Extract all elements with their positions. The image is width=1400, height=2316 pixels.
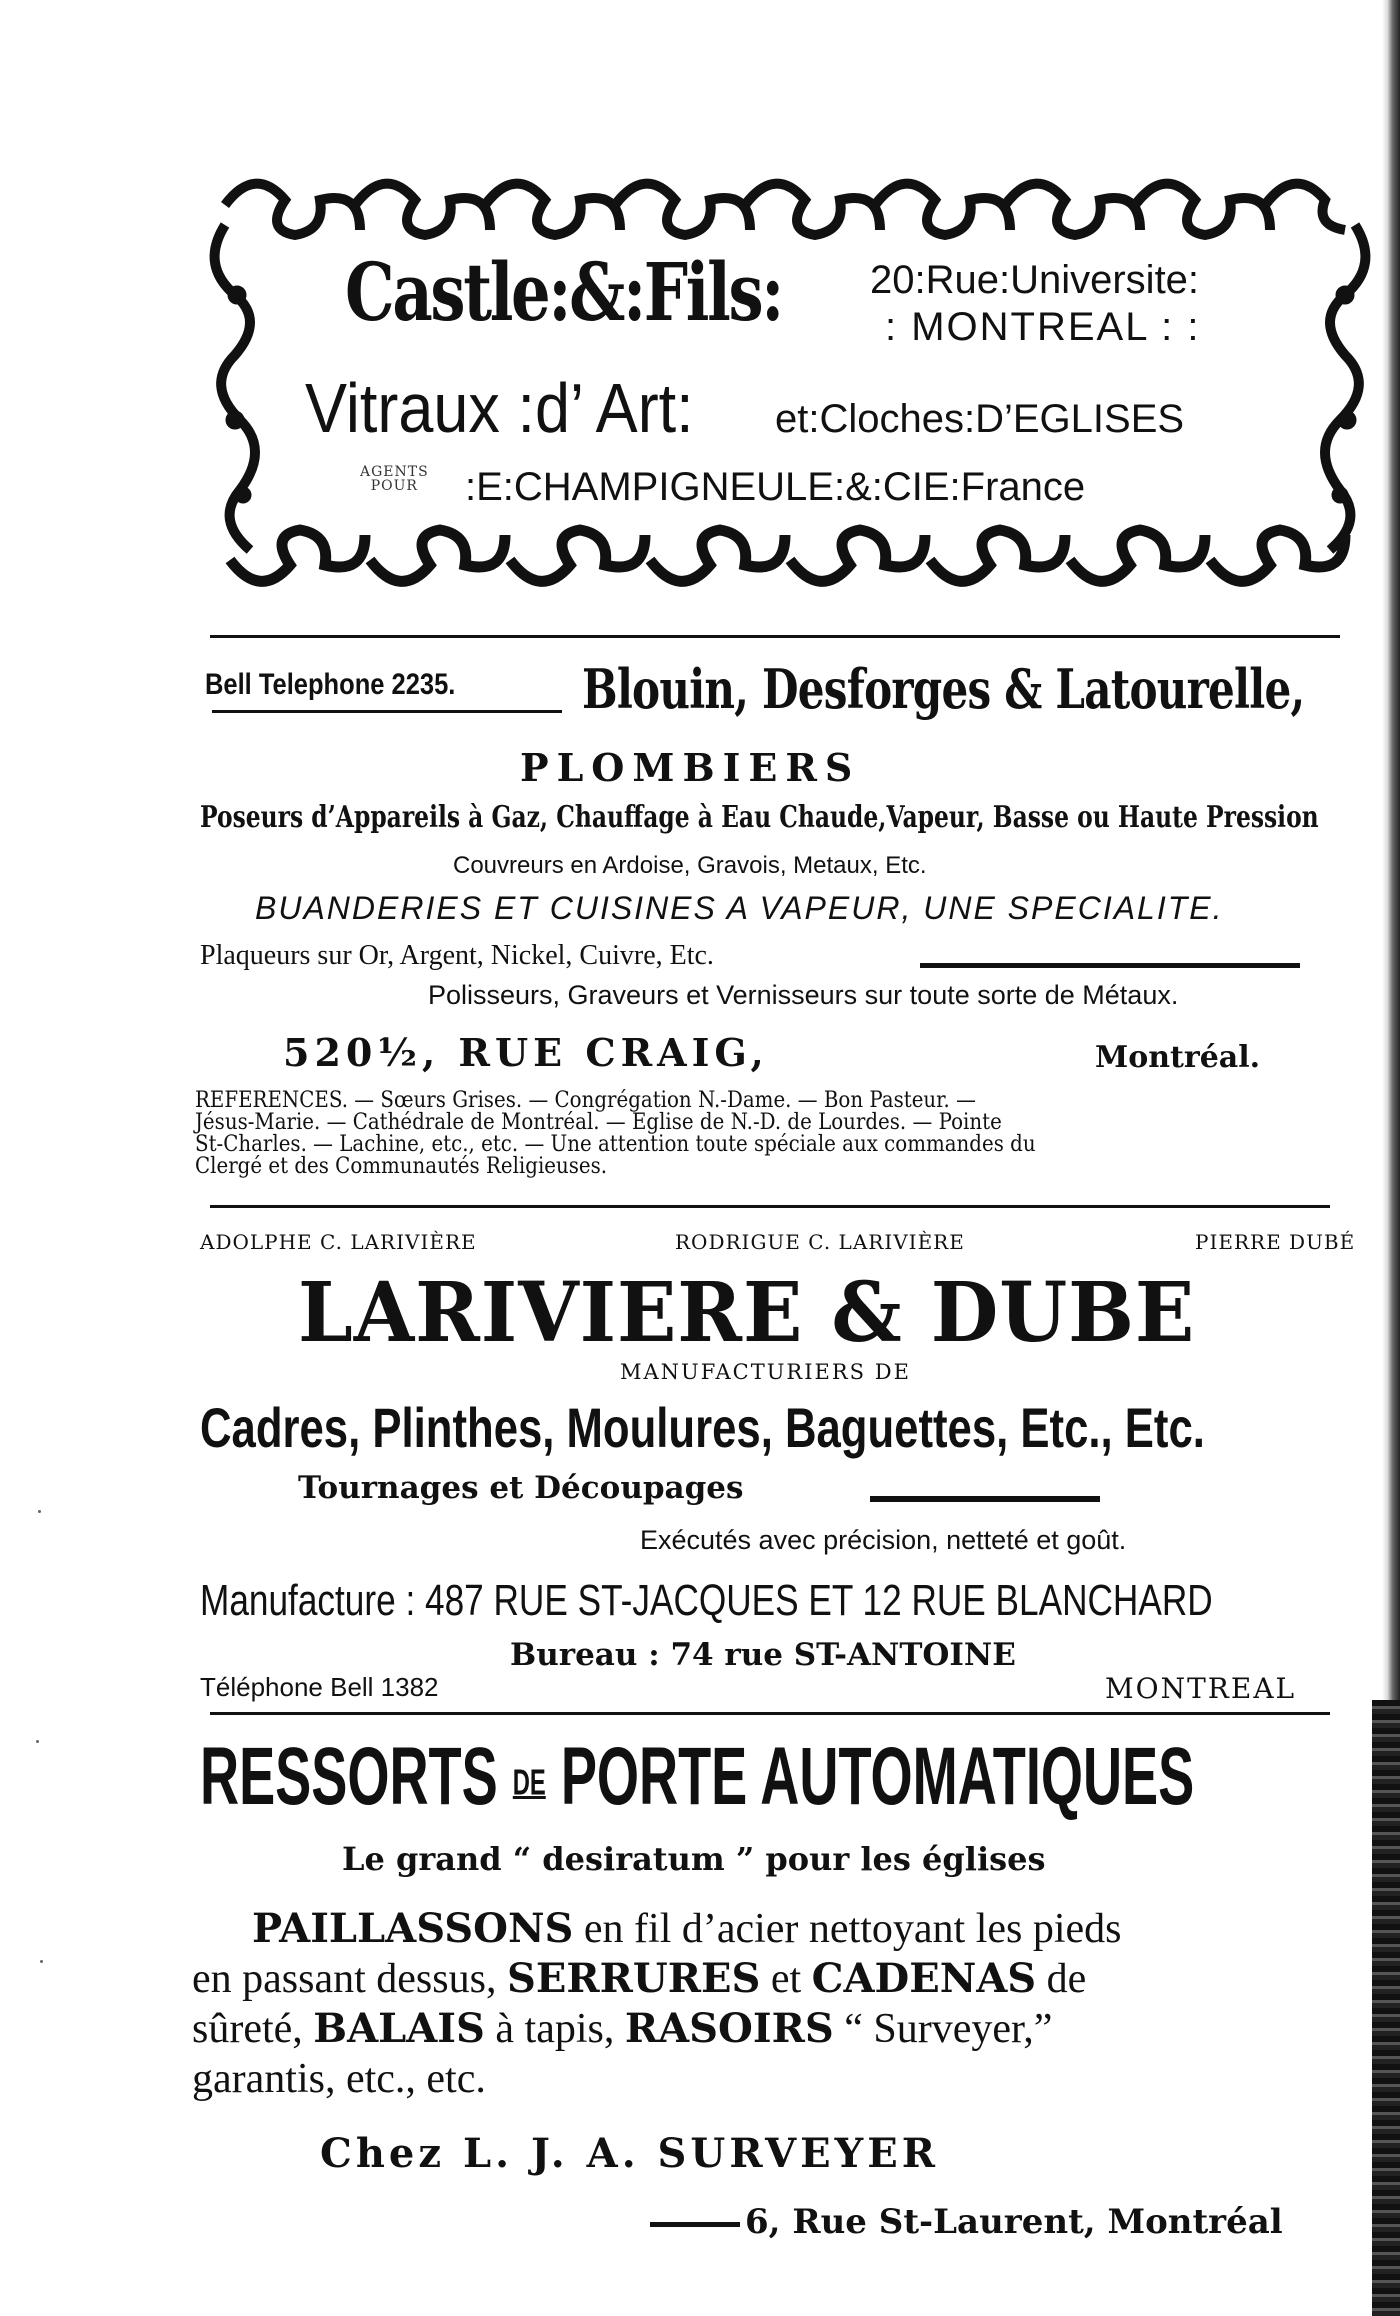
blouin-references-line: Jésus-Marie. — Cathédrale de Montréal. — Eglise de N.-D. de Lourdes. — Pointe: [195, 1110, 1002, 1135]
lariviere-bureau-address: Bureau : 74 rue ST-ANTOINE: [510, 1637, 1016, 1673]
surveyer-paragraph-line: en passant dessus, SERRURES et CADENAS de: [192, 1955, 1087, 2002]
castle-address-street: 20:Rue:Universite:: [870, 258, 1200, 302]
print-speck: [38, 1510, 41, 1513]
blouin-city: Montréal.: [1095, 1040, 1261, 1075]
lariviere-quality: Exécutés avec précision, netteté et goût.: [640, 1525, 1127, 1555]
lariviere-subtitle: MANUFACTURIERS DE: [620, 1360, 911, 1384]
surveyer-address: 6, Rue St-Laurent, Montréal: [745, 2202, 1283, 2242]
blouin-firm-name: Blouin, Desforges & Latourelle,: [582, 657, 1305, 721]
surveyer-paragraph-line: PAILLASSONS en fil d’acier nettoyant les pieds: [252, 1905, 1122, 1952]
castle-agents-label: AGENTS POUR: [360, 464, 429, 494]
surveyer-headline: RESSORTS DE PORTE AUTOMATIQUES: [200, 1731, 1195, 1822]
surveyer-tagline: Le grand “ desiratum ” pour les églises: [342, 1840, 1046, 1878]
blouin-telephone: Bell Telephone 2235.: [205, 668, 456, 701]
blouin-services-gas: Poseurs d’Appareils à Gaz, Chauffage à Eau Chaude,Vapeur, Basse ou Haute Pression: [200, 800, 1319, 835]
surveyer-paragraph-line: garantis, etc., etc.: [192, 2056, 486, 2102]
partner-name: PIERRE DUBÉ: [1195, 1230, 1356, 1254]
lariviere-manufacture-address: Manufacture : 487 RUE ST-JACQUES ET 12 RUE BLANCHARD: [200, 1576, 1213, 1625]
blouin-speciality: BUANDERIES ET CUISINES A VAPEUR, UNE SPECIALITE.: [255, 890, 1224, 926]
decorative-line: [650, 2222, 740, 2227]
decorative-line: [870, 1496, 1100, 1502]
castle-vitraux-text: Vitraux :d’ Art:: [305, 369, 694, 447]
lariviere-products: Cadres, Plinthes, Moulures, Baguettes, Etc., Etc.: [200, 1396, 1205, 1459]
partner-name: ADOLPHE C. LARIVIÈRE: [200, 1230, 477, 1254]
headline-de: DE: [512, 1761, 546, 1803]
blouin-trade-title: PLOMBIERS: [520, 745, 861, 790]
castle-address-city: : MONTREAL : :: [885, 305, 1201, 349]
castle-firm-name: Castle:&:Fils:: [345, 245, 782, 339]
blouin-references-line: REFERENCES. — Sœurs Grises. — Congrégation N.-Dame. — Bon Pasteur. —: [195, 1088, 976, 1113]
surveyer-name: Chez L. J. A. SURVEYER: [320, 2130, 939, 2177]
surveyer-paragraph-line: sûreté, BALAIS à tapis, RASOIRS “ Surveyer,”: [192, 2005, 1053, 2052]
divider-rule: [210, 1205, 1330, 1208]
castle-cloches-text: et:Cloches:D’EGLISES: [775, 397, 1185, 441]
divider-rule: [210, 1712, 1330, 1715]
castle-champigneule-text: :E:CHAMPIGNEULE:&:CIE:France: [465, 465, 1086, 509]
blouin-references-line: Clergé et des Communautés Religieuses.: [195, 1154, 608, 1179]
blouin-services-polishing: Polisseurs, Graveurs et Vernisseurs sur toute sorte de Métaux.: [428, 980, 1179, 1010]
partner-name: RODRIGUE C. LARIVIÈRE: [675, 1230, 965, 1254]
telephone-underline: [212, 710, 562, 713]
blouin-services-roofing: Couvreurs en Ardoise, Gravois, Metaux, Etc.: [453, 852, 927, 879]
decorative-line: [920, 963, 1300, 968]
lariviere-firm-name: LARIVIERE & DUBE: [298, 1265, 1196, 1361]
page-edge-binding: [1372, 1700, 1400, 2316]
print-speck: [40, 1960, 43, 1963]
blouin-references-line: St-Charles. — Lachine, etc., etc. — Une attention toute spéciale aux commandes du: [195, 1132, 1036, 1157]
print-speck: [36, 1740, 39, 1743]
blouin-address: 520½, RUE CRAIG,: [283, 1030, 769, 1075]
lariviere-city: MONTREAL: [1105, 1672, 1297, 1705]
lariviere-tournages: Tournages et Découpages: [298, 1470, 744, 1506]
lariviere-telephone: Téléphone Bell 1382: [200, 1672, 439, 1702]
divider-rule: [210, 635, 1340, 638]
blouin-services-plating: Plaqueurs sur Or, Argent, Nickel, Cuivre, Etc.: [200, 940, 714, 971]
